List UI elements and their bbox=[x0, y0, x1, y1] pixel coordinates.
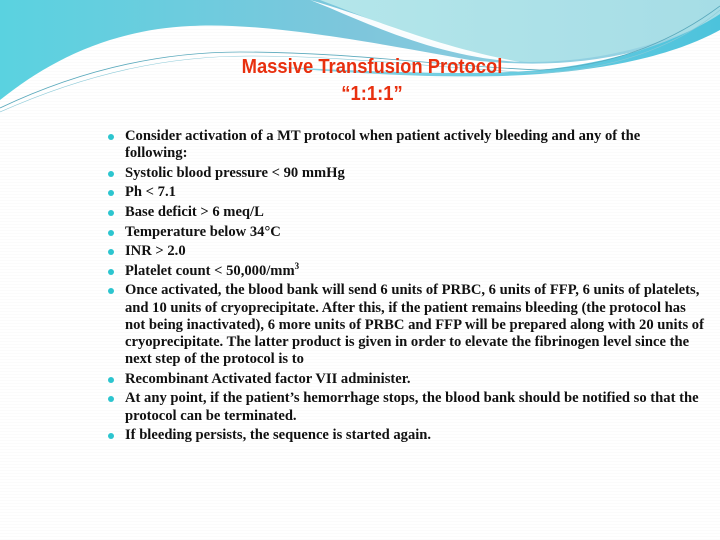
bullet-text: Consider activation of a MT protocol when patient actively bleeding and any of the following: bbox=[125, 128, 641, 162]
bullet-text: Base deficit > 6 meq/L bbox=[125, 203, 264, 220]
bullet-item bbox=[106, 371, 706, 388]
bullet-text: Once activated, the blood bank will send 6 units of PRBC, 6 units of FFP, 6 units of platelets, and 10 units of cryoprecipitate. After this, if the patient remains bleeding (the protocol has not being inactivated), 6 more units of PRBC and FFP will be prepared along with 20 units of cryoprecipitate. The latter product is given in order to elevate the fibrinogen level since the next step of the protocol is to bbox=[125, 282, 704, 368]
bullet-dot-icon bbox=[108, 210, 114, 216]
bullet-item bbox=[106, 128, 706, 162]
bullet-text: If bleeding persists, the sequence is started again. bbox=[125, 427, 432, 444]
bullet-text: Temperature below 34°C bbox=[125, 223, 281, 240]
bullet-text: At any point, if the patient’s hemorrhage stops, the blood bank should be notified so that the protocol can be terminated. bbox=[125, 390, 699, 424]
bullet-text: Platelet count < 50,000/mm bbox=[125, 262, 295, 279]
bullet-item bbox=[106, 427, 706, 444]
slide-title bbox=[140, 54, 604, 108]
bullet-text: Recombinant Activated factor VII administer. bbox=[125, 370, 411, 387]
bullet-item bbox=[106, 204, 706, 221]
bullet-dot-icon bbox=[108, 433, 114, 439]
bullet-dot-icon bbox=[108, 190, 114, 196]
title-line-2: “1:1:1” bbox=[341, 83, 403, 105]
bullet-item bbox=[106, 184, 706, 201]
bullet-dot-icon bbox=[108, 377, 114, 383]
bullet-dot-icon bbox=[108, 288, 114, 294]
bullet-text: Ph < 7.1 bbox=[125, 184, 176, 201]
bullet-dot-icon bbox=[108, 269, 114, 275]
title-line-1: Massive Transfusion Protocol bbox=[241, 56, 503, 78]
superscript: 3 bbox=[294, 260, 300, 271]
bullet-text: INR > 2.0 bbox=[125, 243, 186, 260]
bullet-dot-icon bbox=[108, 134, 114, 140]
bullet-item bbox=[106, 224, 706, 241]
bullet-list bbox=[106, 128, 706, 447]
bullet-dot-icon bbox=[108, 249, 114, 255]
bullet-dot-icon bbox=[108, 396, 114, 402]
bullet-dot-icon bbox=[108, 230, 114, 236]
bullet-dot-icon bbox=[108, 171, 114, 177]
bullet-item bbox=[106, 390, 706, 424]
bullet-text: Systolic blood pressure < 90 mmHg bbox=[125, 164, 345, 181]
bullet-item bbox=[106, 260, 706, 280]
bullet-item bbox=[106, 243, 706, 260]
bullet-item bbox=[106, 282, 706, 368]
bullet-item bbox=[106, 165, 706, 182]
